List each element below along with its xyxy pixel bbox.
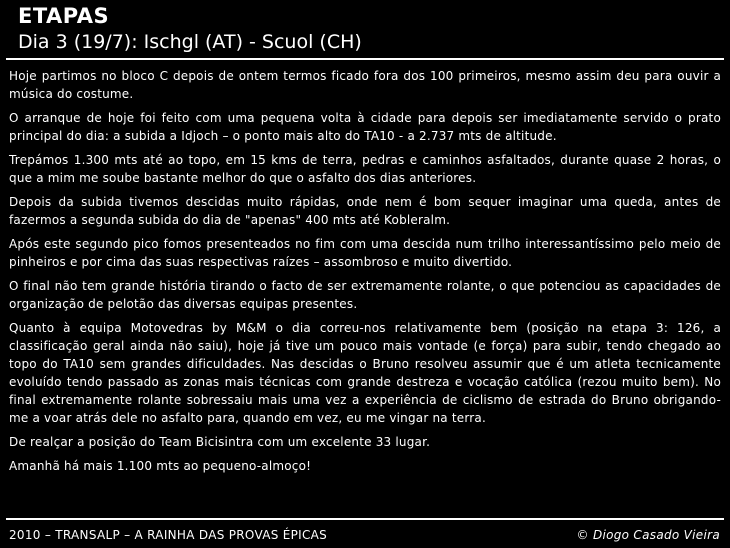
page-subtitle: Dia 3 (19/7): Ischgl (AT) - Scuol (CH) [18,31,362,53]
header-divider [6,58,724,60]
footer-copyright: © Diogo Casado Vieira [576,528,720,542]
paragraph: Depois da subida tivemos descidas muito rápidas, onde nem é bom sequer imaginar uma queda, antes de fazermos a segunda subida do dia de "apenas" 400 mts até Kobleralm. [9,195,721,227]
page-title: ETAPAS [18,4,110,28]
paragraph: Quanto à equipa Motovedras by M&M o dia correu-nos relativamente bem (posição na etapa 3: 126, a classificação geral ainda não saiu), hoje já tive um pouco mais vontade (e força) para subir, tendo chegado ao topo do TA10 sem grandes dificuldades. Nas descidas o Bruno resolveu assumir que é um atleta tecnicamente evoluído tendo passado as zonas mais técnicas com grande destreza e vocação católica (rezou muito bem). No final extremamente rolante sobressaiu mais uma vez a experiência de ciclismo de estrada do Bruno obrigando-me a voar atrás dele no asfalto para, quando em vez, eu me vingar na terra. [9,321,721,425]
paragraph: Trepámos 1.300 mts até ao topo, em 15 kms de terra, pedras e caminhos asfaltados, durante quase 2 horas, o que a mim me soube bastante melhor do que o asfalto dos dias anteriores. [9,153,721,185]
paragraph: Hoje partimos no bloco C depois de ontem termos ficado fora dos 100 primeiros, mesmo assim deu para ouvir a música do costume. [9,69,721,101]
paragraph: Amanhã há mais 1.100 mts ao pequeno-almoço! [9,459,312,473]
paragraph: O final não tem grande história tirando o facto de ser extremamente rolante, o que potenciou as capacidades de organização de pelotão das diversas equipas presentes. [9,279,721,311]
paragraph: O arranque de hoje foi feito com uma pequena volta à cidade para depois ser imediatamente servido o prato principal do dia: a subida a Idjoch – o ponto mais alto do TA10 - a 2.737 mts de altitude. [9,111,721,143]
article-body [9,67,721,481]
paragraph: Após este segundo pico fomos presenteados no fim com uma descida num trilho interessantíssimo pelo meio de pinheiros e por cima das suas respectivas raízes – assombroso e muito divertido. [9,237,721,269]
footer-divider [6,518,724,520]
footer-caption: 2010 – TRANSALP – A RAINHA DAS PROVAS ÉPICAS [9,528,328,542]
paragraph: De realçar a posição do Team Bicisintra com um excelente 33 lugar. [9,435,431,449]
